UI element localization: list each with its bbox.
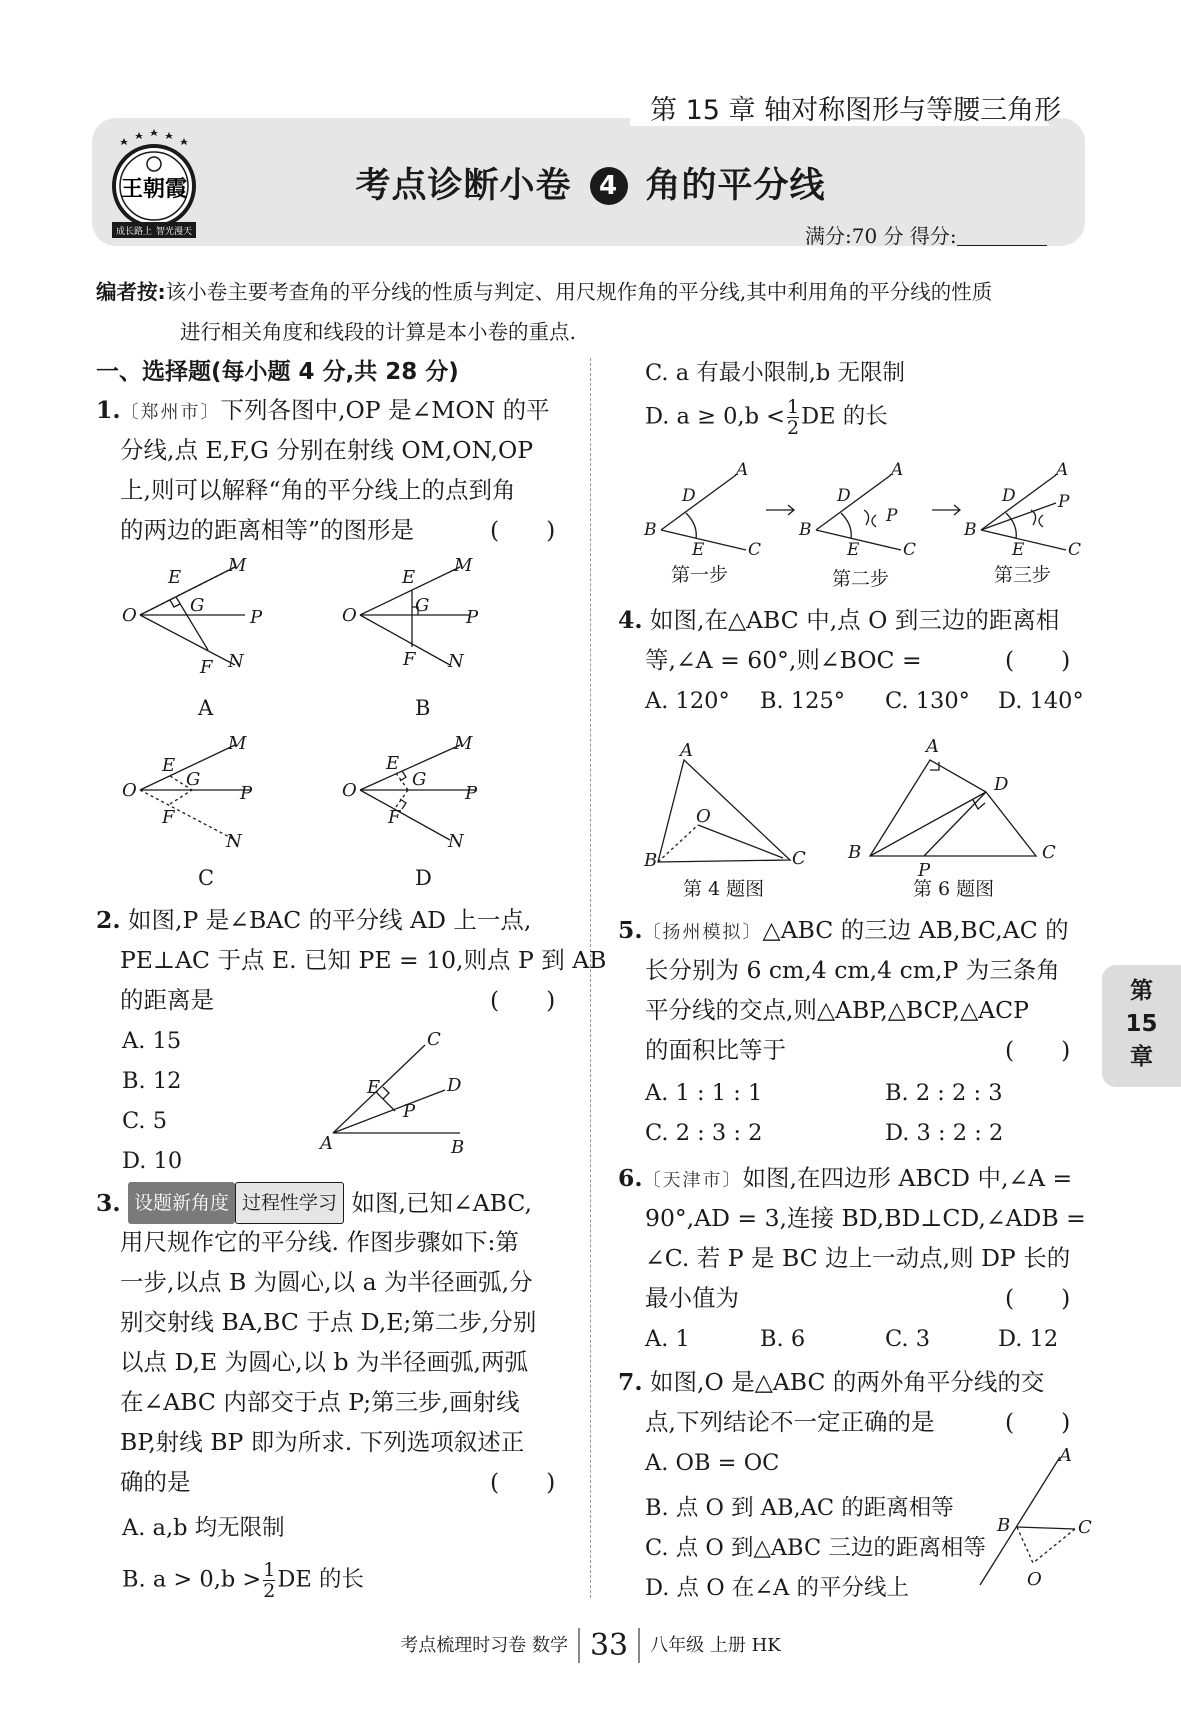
q2-line3: 的距离是 <box>120 986 214 1014</box>
page-title: 考点诊断小卷 4 角的平分线 <box>355 166 826 206</box>
q3-line8: 确的是 <box>120 1468 191 1496</box>
svg-text:M: M <box>454 555 473 576</box>
q3-step-2: 第二步 <box>832 568 890 590</box>
svg-text:N: N <box>448 651 464 672</box>
score-line: 满分:70 分 得分: <box>805 220 1047 249</box>
logo-motto-1: 成长路上 <box>115 227 153 237</box>
q7-answer-paren[interactable]: ( ) <box>1005 1408 1071 1436</box>
svg-text:B: B <box>644 520 657 540</box>
svg-text:P: P <box>466 607 479 628</box>
svg-text:F: F <box>200 657 213 678</box>
svg-text:C: C <box>792 848 806 869</box>
svg-text:A: A <box>736 460 749 480</box>
svg-text:D: D <box>682 486 696 506</box>
q6-line4: 最小值为 <box>645 1284 739 1312</box>
q2-option-b[interactable]: B. 12 <box>122 1068 182 1094</box>
q7-line2: 点,下列结论不一定正确的是 <box>645 1408 935 1436</box>
q3-line4: 别交射线 BA,BC 于点 D,E;第二步,分别 <box>120 1308 537 1336</box>
svg-text:E: E <box>692 540 705 560</box>
q3-badge-new-angle: 设题新角度 <box>128 1182 235 1224</box>
q5-answer-paren[interactable]: ( ) <box>1005 1036 1071 1064</box>
q6-option-b[interactable]: B. 6 <box>760 1326 806 1352</box>
q2-option-a[interactable]: A. 15 <box>122 1028 182 1054</box>
svg-text:A: A <box>1056 460 1069 480</box>
svg-text:O: O <box>342 605 357 626</box>
q1-fig-label-b: B <box>415 696 431 720</box>
svg-text:A: A <box>891 460 904 480</box>
logo-motto-2: 智光漫天 <box>155 227 193 237</box>
svg-text:G: G <box>190 595 205 616</box>
q6-option-a[interactable]: A. 1 <box>645 1326 690 1352</box>
q5-line3: 平分线的交点,则△ABP,△BCP,△ACP <box>645 996 1029 1024</box>
svg-text:M: M <box>454 733 473 754</box>
q4-line1: 4. 如图,在△ABC 中,点 O 到三边的距离相 <box>618 606 1060 634</box>
svg-text:P: P <box>918 860 931 881</box>
page-number: 33 <box>578 1628 640 1663</box>
q3-step-3: 第三步 <box>994 564 1052 586</box>
q2-answer-paren[interactable]: ( ) <box>490 986 556 1014</box>
q3-line7: BP,射线 BP 即为所求. 下列选项叙述正 <box>120 1428 525 1456</box>
svg-text:P: P <box>1058 492 1070 512</box>
q1-answer-paren[interactable]: ( ) <box>490 516 556 544</box>
q6-option-c[interactable]: C. 3 <box>885 1326 931 1352</box>
q3-badge-process: 过程性学习 <box>235 1182 344 1224</box>
svg-text:A: A <box>680 740 693 761</box>
q4-option-b[interactable]: B. 125° <box>760 688 846 714</box>
svg-text:A: A <box>926 736 939 757</box>
svg-text:F: F <box>388 807 401 828</box>
note-label: 编者按: <box>96 280 166 304</box>
q4-q6-figures <box>638 730 1088 905</box>
q7-option-a[interactable]: A. OB = OC <box>645 1450 780 1476</box>
svg-text:E: E <box>1012 540 1025 560</box>
section-title: 一、选择题(每小题 4 分,共 28 分) <box>96 359 459 385</box>
svg-text:D: D <box>447 1075 462 1096</box>
q3-line6: 在∠ABC 内部交于点 P;第三步,画射线 <box>120 1388 520 1416</box>
svg-text:P: P <box>465 783 478 804</box>
score-blank[interactable] <box>957 228 1047 246</box>
svg-text:N: N <box>448 831 464 852</box>
q6-option-d[interactable]: D. 12 <box>998 1326 1059 1352</box>
svg-text:N: N <box>228 651 244 672</box>
q1-fig-label-a: A <box>198 696 214 720</box>
svg-text:E: E <box>162 755 176 776</box>
svg-text:B: B <box>644 850 658 871</box>
q7-option-d[interactable]: D. 点 O 在∠A 的平分线上 <box>645 1575 910 1601</box>
q3-line5: 以点 D,E 为圆心,以 b 为半径画弧,两弧 <box>120 1348 528 1376</box>
svg-text:C: C <box>427 1029 441 1050</box>
svg-text:C: C <box>1042 842 1056 863</box>
svg-text:O: O <box>122 605 137 626</box>
q5-line1: 5.〔扬州模拟〕△ABC 的三边 AB,BC,AC 的 <box>618 916 1069 944</box>
svg-text:E: E <box>168 567 182 588</box>
logo-text: 王朝霞 <box>120 176 188 202</box>
q3-line3: 一步,以点 B 为圆心,以 a 为半径画弧,分 <box>120 1268 533 1296</box>
svg-text:O: O <box>1027 1569 1042 1590</box>
page-footer: 考点梳理时习卷 数学 33 八年级 上册 HK <box>400 1628 781 1663</box>
svg-text:B: B <box>997 1515 1011 1536</box>
q5-option-a[interactable]: A. 1 : 1 : 1 <box>645 1080 763 1106</box>
q6-line1: 6.〔天津市〕如图,在四边形 ABCD 中,∠A = <box>618 1164 1073 1192</box>
svg-text:G: G <box>415 595 430 616</box>
svg-text:P: P <box>886 506 898 526</box>
q2-line2: PE⊥AC 于点 E. 已知 PE = 10,则点 P 到 AB <box>120 946 607 974</box>
svg-text:B: B <box>799 520 812 540</box>
svg-text:B: B <box>964 520 977 540</box>
q3-option-c[interactable]: C. a 有最小限制,b 无限制 <box>645 360 905 386</box>
q7-line1: 7. 如图,O 是△ABC 的两外角平分线的交 <box>618 1368 1045 1396</box>
q1-fig-label-d: D <box>415 866 432 890</box>
svg-text:E: E <box>847 540 860 560</box>
q3-step-1: 第一步 <box>671 564 729 586</box>
chapter-side-label: 第 15 章 <box>1125 978 1158 1070</box>
q5-line2: 长分别为 6 cm,4 cm,4 cm,P 为三条角 <box>645 956 1060 984</box>
svg-text:G: G <box>412 769 427 790</box>
q7-option-c[interactable]: C. 点 O 到△ABC 三边的距离相等 <box>645 1535 986 1561</box>
q1-figures <box>110 555 550 895</box>
q6-line2: 90°,AD = 3,连接 BD,BD⊥CD,∠ADB = <box>645 1204 1086 1232</box>
svg-text:C: C <box>1068 540 1082 560</box>
q4-option-a[interactable]: A. 120° <box>645 688 730 714</box>
q3-figure <box>636 455 1096 595</box>
svg-text:F: F <box>403 649 416 670</box>
q3-option-a[interactable]: A. a,b 均无限制 <box>122 1515 285 1541</box>
q2-option-d[interactable]: D. 10 <box>122 1148 183 1174</box>
svg-text:A: A <box>320 1133 333 1154</box>
q5-option-c[interactable]: C. 2 : 3 : 2 <box>645 1120 763 1146</box>
svg-text:M: M <box>228 555 247 576</box>
svg-text:N: N <box>226 831 242 852</box>
svg-text:O: O <box>122 780 137 801</box>
q2-figure <box>315 1025 475 1160</box>
q4-option-c[interactable]: C. 130° <box>885 688 970 714</box>
svg-text:E: E <box>386 753 400 774</box>
svg-text:O: O <box>696 806 711 827</box>
q3-line2: 用尺规作它的平分线. 作图步骤如下:第 <box>120 1228 519 1256</box>
q2-option-c[interactable]: C. 5 <box>122 1108 168 1134</box>
svg-text:C: C <box>748 540 762 560</box>
svg-text:E: E <box>402 567 416 588</box>
q5-line4: 的面积比等于 <box>645 1036 786 1064</box>
q4-answer-paren[interactable]: ( ) <box>1005 646 1071 674</box>
q3-option-d[interactable]: D. a ≥ 0,b < $\frac{1}{2}$ DE 的长 <box>645 396 888 439</box>
svg-text:A: A <box>1059 1445 1072 1466</box>
q1-line3: 上,则可以解释“角的平分线上的点到角 <box>120 476 516 504</box>
q2-line1: 2. 如图,P 是∠BAC 的平分线 AD 上一点, <box>96 906 532 934</box>
svg-text:M: M <box>228 733 247 754</box>
q3-option-b[interactable]: B. a > 0,b > $\frac{1}{2}$ DE 的长 <box>122 1559 365 1602</box>
svg-text:B: B <box>848 842 862 863</box>
svg-text:G: G <box>186 769 201 790</box>
svg-text:O: O <box>342 780 357 801</box>
svg-text:E: E <box>367 1077 381 1098</box>
svg-text:C: C <box>1078 1517 1092 1538</box>
q3-answer-paren[interactable]: ( ) <box>490 1468 556 1496</box>
q4-figure-caption: 第 4 题图 <box>683 878 765 900</box>
chapter-title: 第 15 章 轴对称图形与等腰三角形 <box>650 95 1062 126</box>
q1-line2: 分线,点 E,F,G 分别在射线 OM,ON,OP <box>120 436 534 464</box>
svg-text:P: P <box>403 1101 416 1122</box>
q1-line1: 1.〔郑州市〕下列各图中,OP 是∠MON 的平 <box>96 396 550 424</box>
q3-line1: 3. 设题新角度 过程性学习 如图,已知∠ABC, <box>96 1182 532 1224</box>
svg-text:D: D <box>1002 486 1016 506</box>
svg-text:P: P <box>250 607 263 628</box>
editor-note: 编者按:该小卷主要考查角的平分线的性质与判定、用尺规作角的平分线,其中利用角的平分线的性质 进行相关角度和线段的计算是本小卷的重点. <box>96 280 993 344</box>
svg-text:F: F <box>162 807 175 828</box>
q5-option-b[interactable]: B. 2 : 2 : 3 <box>885 1080 1003 1106</box>
q1-line4: 的两边的距离相等”的图形是 <box>120 516 415 544</box>
q6-line3: ∠C. 若 P 是 BC 边上一动点,则 DP 长的 <box>645 1244 1071 1272</box>
q7-option-b[interactable]: B. 点 O 到 AB,AC 的距离相等 <box>645 1495 954 1521</box>
svg-text:D: D <box>837 486 851 506</box>
svg-text:B: B <box>451 1137 465 1158</box>
svg-text:P: P <box>240 783 253 804</box>
q7-figure <box>975 1445 1090 1595</box>
q6-figure-caption: 第 6 题图 <box>913 878 995 900</box>
q1-fig-label-c: C <box>198 866 215 890</box>
q6-answer-paren[interactable]: ( ) <box>1005 1284 1071 1312</box>
svg-text:D: D <box>994 774 1009 795</box>
q4-line2: 等,∠A = 60°,则∠BOC = <box>645 646 922 674</box>
q5-option-d[interactable]: D. 3 : 2 : 2 <box>885 1120 1004 1146</box>
q4-option-d[interactable]: D. 140° <box>998 688 1084 714</box>
svg-text:C: C <box>903 540 917 560</box>
